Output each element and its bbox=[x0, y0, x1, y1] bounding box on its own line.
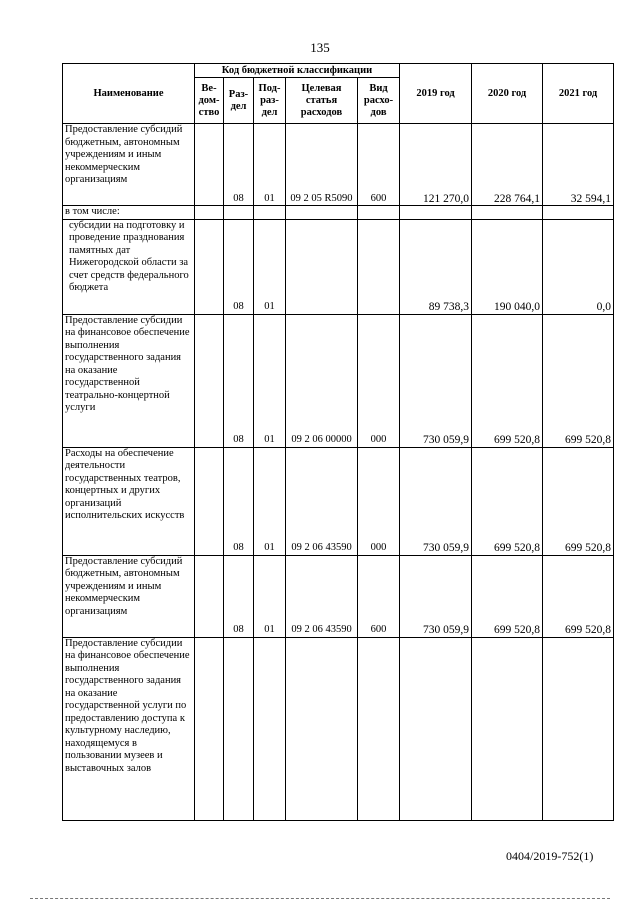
header-2021: 2021 год bbox=[543, 64, 614, 124]
row-celevaya-statya: 09 2 06 43590 bbox=[286, 555, 358, 637]
row-podrazdel bbox=[254, 206, 286, 220]
row-celevaya-statya: 09 2 06 43590 bbox=[286, 447, 358, 555]
row-vid-rashodov: 000 bbox=[358, 314, 400, 447]
row-vedomstvo bbox=[195, 637, 224, 820]
document-code: 0404/2019-752(1) bbox=[506, 849, 594, 863]
row-podrazdel: 01 bbox=[254, 219, 286, 314]
row-razdel bbox=[224, 637, 254, 820]
row-podrazdel: 01 bbox=[254, 314, 286, 447]
row-value-2020: 228 764,1 bbox=[472, 124, 543, 206]
table-row bbox=[63, 219, 614, 314]
row-name: Расходы на обеспечение деятельности государственных театров, концертных и других организаций исполнительских искусств bbox=[63, 447, 195, 555]
row-vedomstvo bbox=[195, 206, 224, 220]
row-vedomstvo bbox=[195, 447, 224, 555]
row-vedomstvo bbox=[195, 314, 224, 447]
budget-table bbox=[62, 63, 614, 821]
row-razdel: 08 bbox=[224, 555, 254, 637]
header-vedomstvo: Ве- дом- ство bbox=[195, 78, 224, 124]
row-value-2020: 190 040,0 bbox=[472, 219, 543, 314]
row-razdel: 08 bbox=[224, 447, 254, 555]
row-vid-rashodov bbox=[358, 219, 400, 314]
table-row bbox=[63, 637, 614, 820]
row-value-2019: 730 059,9 bbox=[400, 447, 472, 555]
row-name: Предоставление субсидий бюджетным, автономным учреждениям и иным некоммерческим организациям bbox=[63, 124, 195, 206]
header-razdel: Раз- дел bbox=[224, 78, 254, 124]
row-podrazdel: 01 bbox=[254, 447, 286, 555]
row-name: Предоставление субсидии на финансовое обеспечение выполнения государственного задания на оказание государственной театрально-концертной услуги bbox=[63, 314, 195, 447]
header-podrazdel: Под- раз- дел bbox=[254, 78, 286, 124]
row-vid-rashodov: 000 bbox=[358, 447, 400, 555]
row-name: Предоставление субсидии на финансовое обеспечение выполнения государственного задания на оказание государственной услуги по предоставлению доступа к культурному наследию, находящемуся в пользовании музеев и выставочных залов bbox=[63, 637, 195, 820]
bottom-divider bbox=[30, 898, 610, 899]
row-value-2019 bbox=[400, 206, 472, 220]
row-name: в том числе: bbox=[63, 206, 195, 220]
header-budget-code: Код бюджетной классификации bbox=[195, 64, 400, 78]
table-row bbox=[63, 206, 614, 220]
row-vedomstvo bbox=[195, 124, 224, 206]
row-value-2021: 699 520,8 bbox=[543, 314, 614, 447]
row-vedomstvo bbox=[195, 555, 224, 637]
row-name: субсидии на подготовку и проведение празднования памятных дат Нижегородской области за счет средств федерального бюджета bbox=[63, 219, 195, 314]
row-celevaya-statya bbox=[286, 219, 358, 314]
header-name: Наименование bbox=[63, 64, 195, 124]
row-vid-rashodov: 600 bbox=[358, 555, 400, 637]
header-2020: 2020 год bbox=[472, 64, 543, 124]
table-row bbox=[63, 314, 614, 447]
row-name: Предоставление субсидий бюджетным, автономным учреждениям и иным некоммерческим организациям bbox=[63, 555, 195, 637]
table-header bbox=[63, 64, 614, 124]
table-row bbox=[63, 555, 614, 637]
row-value-2021: 0,0 bbox=[543, 219, 614, 314]
page-number: 135 bbox=[310, 40, 330, 55]
row-celevaya-statya: 09 2 06 00000 bbox=[286, 314, 358, 447]
table-row bbox=[63, 124, 614, 206]
row-value-2019 bbox=[400, 637, 472, 820]
row-celevaya-statya bbox=[286, 637, 358, 820]
header-vid-rashodov: Вид расхо- дов bbox=[358, 78, 400, 124]
row-razdel: 08 bbox=[224, 219, 254, 314]
row-value-2021: 32 594,1 bbox=[543, 124, 614, 206]
row-value-2020: 699 520,8 bbox=[472, 447, 543, 555]
row-value-2019: 730 059,9 bbox=[400, 555, 472, 637]
row-celevaya-statya bbox=[286, 206, 358, 220]
row-value-2019: 730 059,9 bbox=[400, 314, 472, 447]
row-vedomstvo bbox=[195, 219, 224, 314]
row-podrazdel: 01 bbox=[254, 124, 286, 206]
row-razdel: 08 bbox=[224, 314, 254, 447]
table-row bbox=[63, 447, 614, 555]
header-celevaya-statya: Целевая статья расходов bbox=[286, 78, 358, 124]
row-value-2019: 89 738,3 bbox=[400, 219, 472, 314]
row-razdel bbox=[224, 206, 254, 220]
row-value-2020 bbox=[472, 637, 543, 820]
row-value-2019: 121 270,0 bbox=[400, 124, 472, 206]
row-podrazdel: 01 bbox=[254, 555, 286, 637]
row-value-2021 bbox=[543, 206, 614, 220]
row-value-2020: 699 520,8 bbox=[472, 314, 543, 447]
row-vid-rashodov bbox=[358, 206, 400, 220]
row-value-2020: 699 520,8 bbox=[472, 555, 543, 637]
row-value-2021 bbox=[543, 637, 614, 820]
row-razdel: 08 bbox=[224, 124, 254, 206]
header-2019: 2019 год bbox=[400, 64, 472, 124]
row-value-2020 bbox=[472, 206, 543, 220]
row-value-2021: 699 520,8 bbox=[543, 555, 614, 637]
row-podrazdel bbox=[254, 637, 286, 820]
row-celevaya-statya: 09 2 05 R5090 bbox=[286, 124, 358, 206]
row-value-2021: 699 520,8 bbox=[543, 447, 614, 555]
row-vid-rashodov bbox=[358, 637, 400, 820]
row-vid-rashodov: 600 bbox=[358, 124, 400, 206]
